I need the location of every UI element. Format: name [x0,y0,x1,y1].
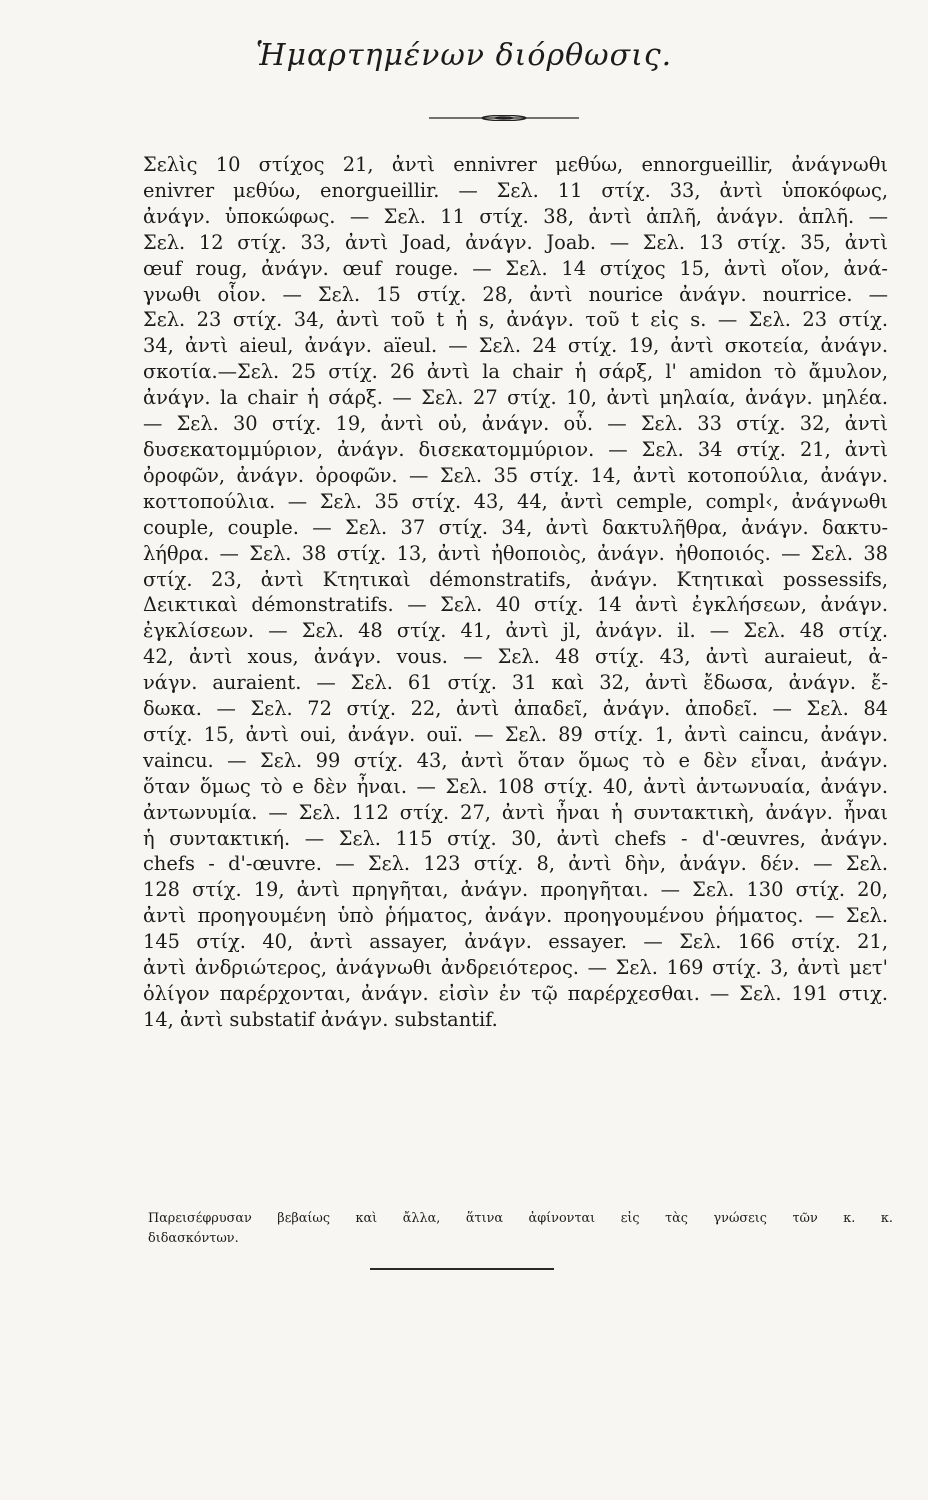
errata-line: ἀντωνυμία. — Σελ. 112 στίχ. 27, ἀντὶ ἦναι ἡ συντακτικὴ, ἀνάγν. ἦναι [143,800,888,824]
errata-line: σκοτία.—Σελ. 25 στίχ. 26 ἀντὶ la chair ἡ σάρξ, l' amidon τὸ ἄμυλον, [143,360,888,384]
errata-line: ἀνάγν. la chair ἡ σάρξ. — Σελ. 27 στίχ. 10, ἀντὶ μηλαία, ἀνάγν. μηλέα. [143,386,888,410]
errata-line: ὀλίγον παρέρχονται, ἀνάγν. εἰσὶν ἐν τῷ παρέρχεσθαι. — Σελ. 191 στιχ. [143,982,888,1005]
errata-line: — Σελ. 30 στίχ. 19, ἀντὶ οὐ, ἀνάγν. οὗ. — Σελ. 33 στίχ. 32, ἀντὶ [143,412,888,436]
errata-line: vaincu. — Σελ. 99 στίχ. 43, ἀντὶ ὅταν ὅμως τὸ e δὲν εἶναι, ἀνάγν. [143,748,888,772]
errata-line: Σελὶς 10 στίχος 21, ἀντὶ ennivrer μεθύω, ennorgueillir, ἀνάγνωθι [143,153,888,176]
errata-line: 14, ἀντὶ substatif ἀνάγν. substantif. [143,1007,498,1031]
ornament-divider [429,115,579,121]
errata-line: chefs - d'-œuvre. — Σελ. 123 στίχ. 8, ἀντὶ δὴν, ἀνάγν. δέν. — Σελ. [143,852,888,876]
errata-line: Σελ. 12 στίχ. 33, ἀντὶ Joad, ἀνάγν. Joab. — Σελ. 13 στίχ. 35, ἀντὶ [143,230,888,254]
errata-list [143,152,888,1033]
closing-note [148,1209,893,1249]
errata-line: στίχ. 23, ἀντὶ Κτητικαὶ démonstratifs, ἀνάγν. Κτητικαὶ possessifs, [143,567,888,591]
note-line: διδασκόντων. [148,1231,239,1246]
errata-line: couple, couple. — Σελ. 37 στίχ. 34, ἀντὶ δακτυλῆθρα, ἀνάγν. δακτυ- [143,515,888,539]
errata-line: œuf roug, ἀνάγν. œuf rouge. — Σελ. 14 στίχος 15, ἀντὶ οἴον, ἀνά- [143,256,888,280]
errata-line: ἀνάγν. ὑποκώφως. — Σελ. 11 στίχ. 38, ἀντὶ ἀπλῆ, ἀνάγν. ἁπλῆ. — [143,204,888,228]
errata-line: 145 στίχ. 40, ἀντὶ assayer, ἀνάγν. essayer. — Σελ. 166 στίχ. 21, [143,930,888,954]
errata-line: στίχ. 15, ἀντὶ oui, ἀνάγν. ouï. — Σελ. 89 στίχ. 1, ἀντὶ caincu, ἀνάγν. [143,722,888,746]
errata-line: ἀντὶ ἀνδριώτερος, ἀνάγνωθι ἀνδρειότερος. — Σελ. 169 στίχ. 3, ἀντὶ μετ' [143,956,888,980]
errata-line: ἀντὶ προηγουμένη ὑπὸ ῥήματος, ἀνάγν. προηγουμένου ῥήματος. — Σελ. [143,904,888,928]
errata-line: ὀροφῶν, ἀνάγν. ὀροφῶν. — Σελ. 35 στίχ. 14, ἀντὶ κοτοπούλια, ἀνάγν. [143,463,888,487]
errata-line: 128 στίχ. 19, ἀντὶ πρηγῆται, ἀνάγν. προηγῆται. — Σελ. 130 στίχ. 20, [143,878,888,902]
errata-line: λήθρα. — Σελ. 38 στίχ. 13, ἀντὶ ἠθοποιὸς, ἀνάγν. ἠθοποιός. — Σελ. 38 [143,541,888,565]
errata-line: 34, ἀντὶ aieul, ἀνάγν. aïeul. — Σελ. 24 στίχ. 19, ἀντὶ σκοτεία, ἀνάγν. [143,334,888,358]
errata-line: γνωθι οἷον. — Σελ. 15 στίχ. 28, ἀντὶ nourice ἀνάγν. nourrice. — [143,282,888,306]
bottom-rule [370,1268,554,1270]
errata-line: νάγν. auraient. — Σελ. 61 στίχ. 31 καὶ 32, ἀντὶ ἔδωσα, ἀνάγν. ἔ- [143,671,888,695]
errata-line: Σελ. 23 στίχ. 34, ἀντὶ τοῦ t ἡ s, ἀνάγν. τοῦ t εἰς s. — Σελ. 23 στίχ. [143,308,888,332]
errata-line: ἡ συντακτική. — Σελ. 115 στίχ. 30, ἀντὶ chefs - d'-œuvres, ἀνάγν. [143,826,888,850]
errata-line: δωκα. — Σελ. 72 στίχ. 22, ἀντὶ ἀπαδεῖ, ἀνάγν. ἀποδεῖ. — Σελ. 84 [143,697,888,721]
errata-line: ὅταν ὅμως τὸ e δὲν ἦναι. — Σελ. 108 στίχ. 40, ἀντὶ ἀντωνυαία, ἀνάγν. [143,774,888,798]
page-title: Ἡμαρτημένων διόρθωσις. [255,38,673,73]
errata-line: κοττοπούλια. — Σελ. 35 στίχ. 43, 44, ἀντὶ cemple, compl‹, ἀνάγνωθι [143,489,888,513]
errata-line: ἐγκλίσεων. — Σελ. 48 στίχ. 41, ἀντὶ jl, ἀνάγν. il. — Σελ. 48 στίχ. [143,619,888,643]
errata-line: 42, ἀντὶ xous, ἀνάγν. vous. — Σελ. 48 στίχ. 43, ἀντὶ auraieut, ἀ- [143,645,888,669]
errata-line: enivrer μεθύω, enorgueillir. — Σελ. 11 στίχ. 33, ἀντὶ ὑποκόφως, [143,178,888,202]
note-line: Παρεισέφρυσαν βεβαίως καὶ ἄλλα, ἅτινα ἀφίνονται εἰς τὰς γνώσεις τῶν κ. κ. [148,1211,893,1226]
errata-line: Δεικτικαὶ démonstratifs. — Σελ. 40 στίχ. 14 ἀντὶ ἐγκλήσεων, ἀνάγν. [143,593,888,617]
errata-line: δυσεκατομμύριον, ἀνάγν. δισεκατομμύριον. — Σελ. 34 στίχ. 21, ἀντὶ [143,437,888,461]
